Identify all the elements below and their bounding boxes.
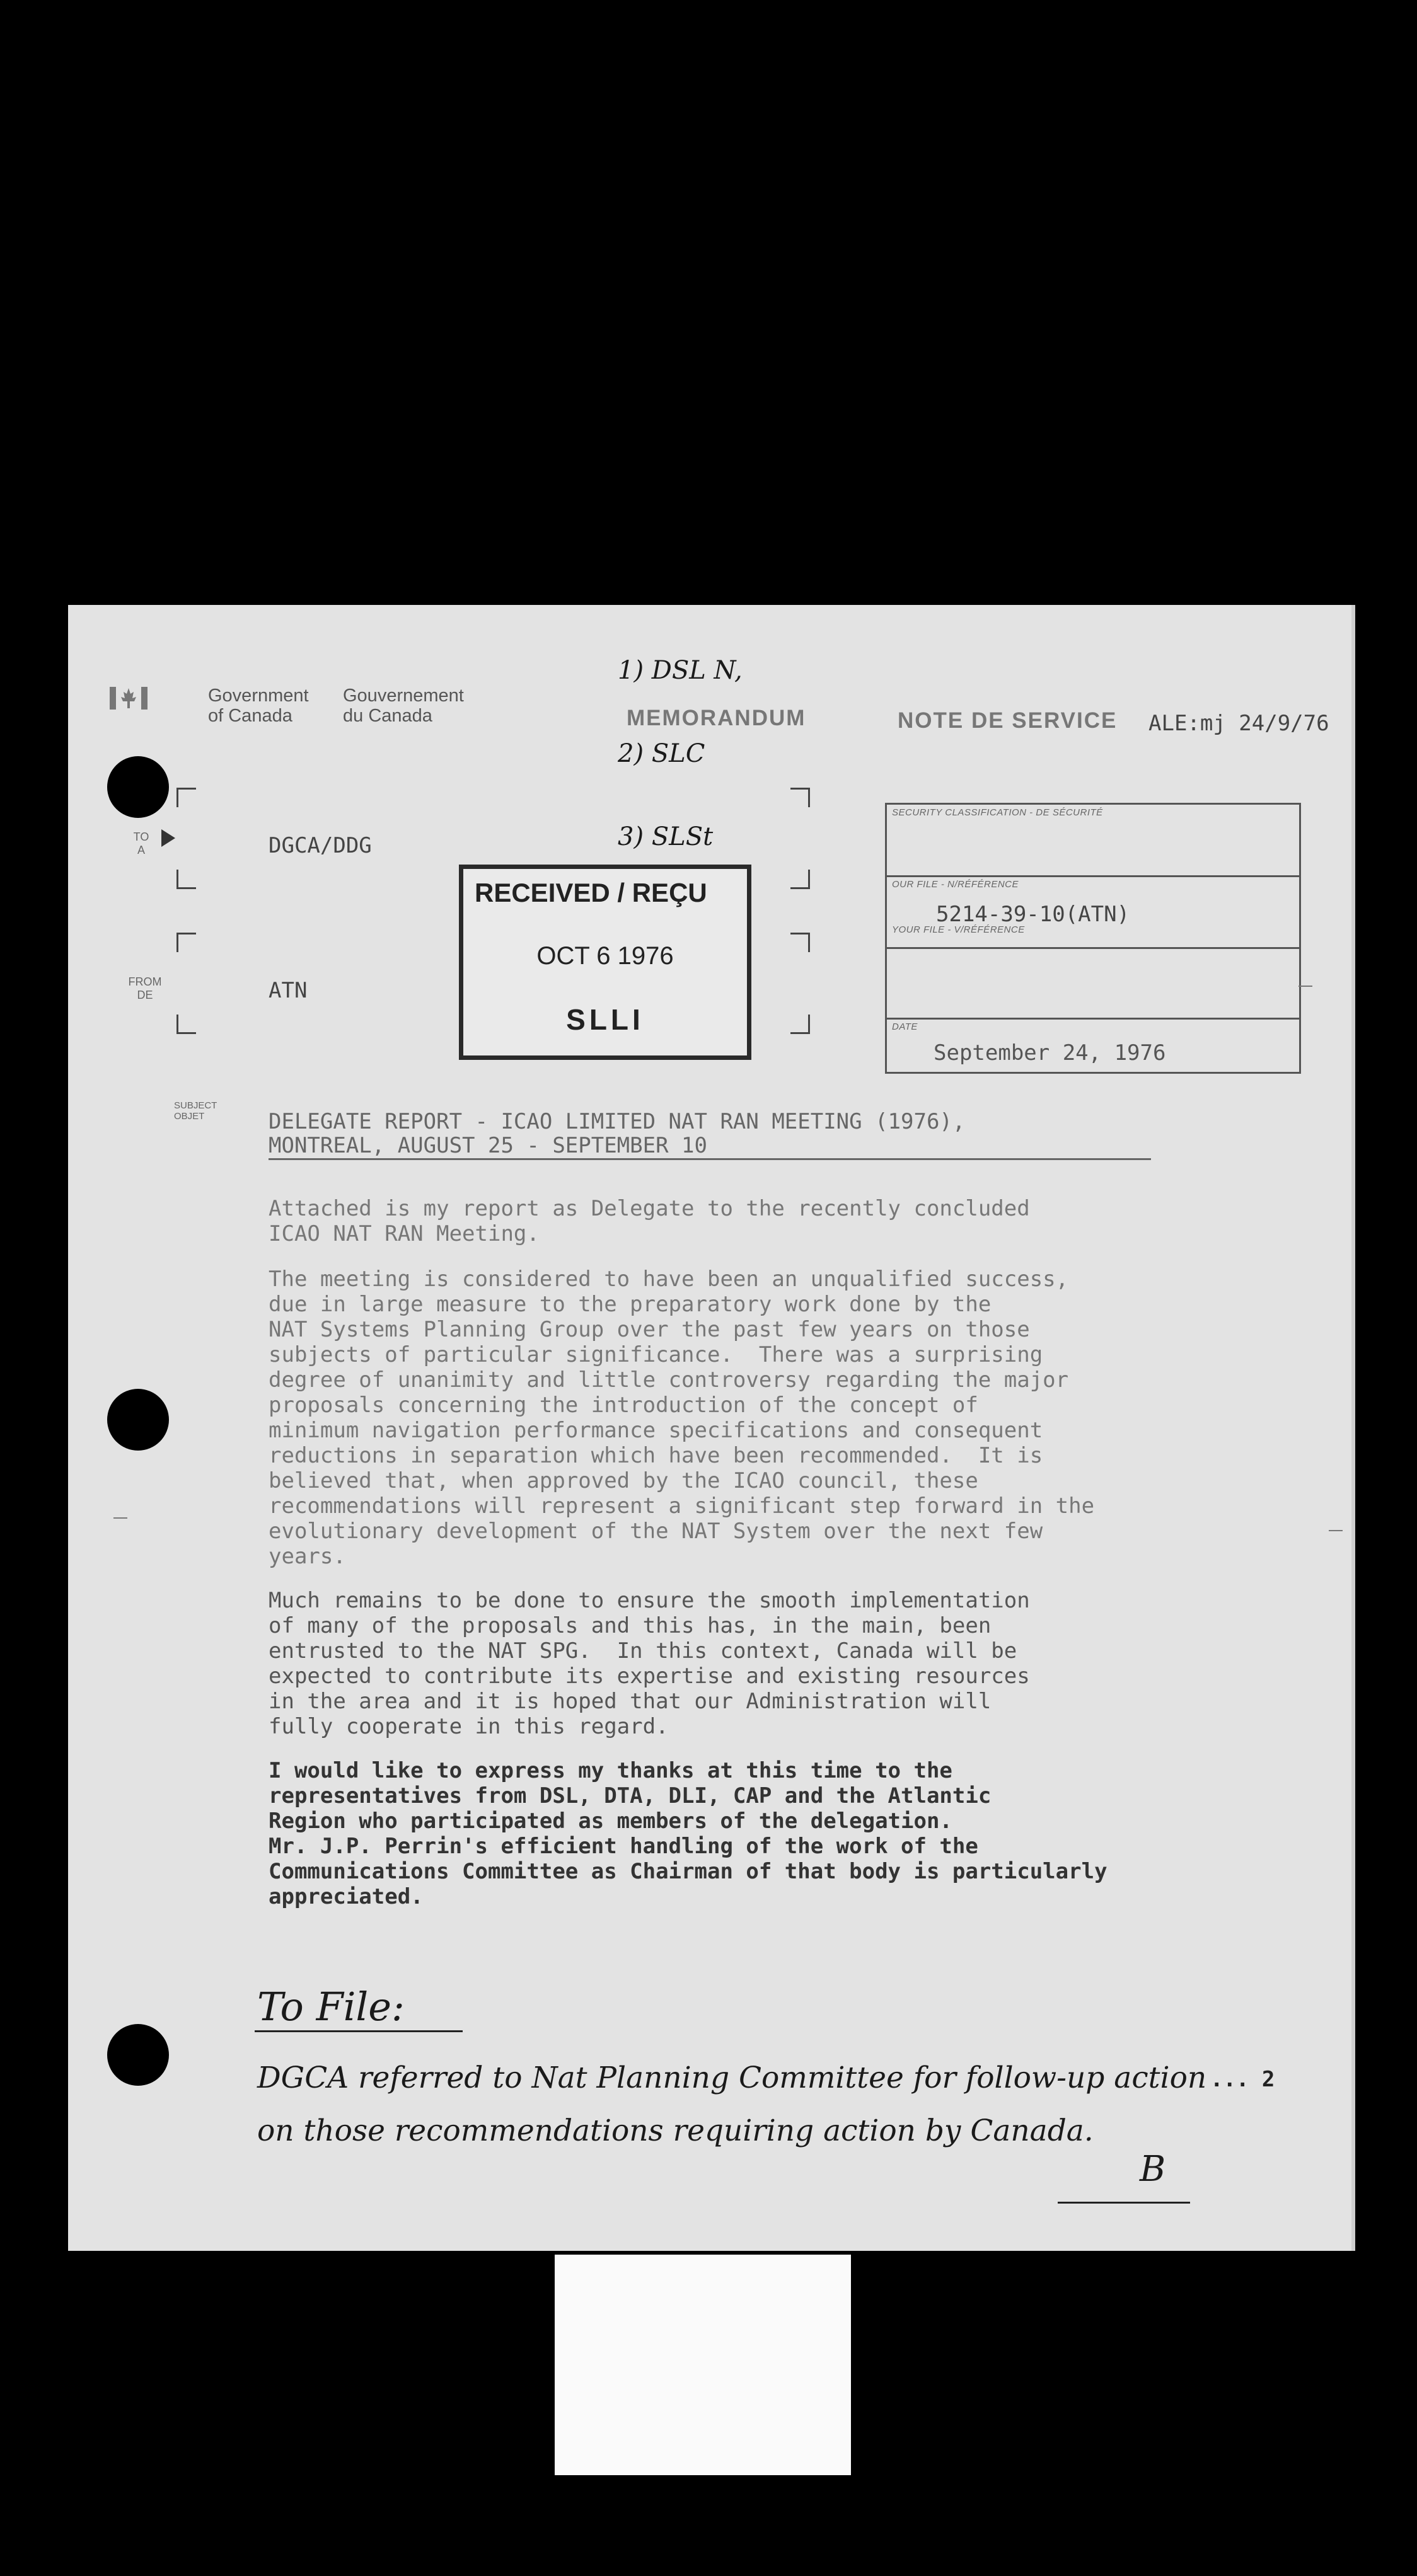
field-bracket (176, 1015, 196, 1034)
initial-underline (1058, 2202, 1190, 2204)
field-bracket (790, 788, 810, 807)
reference-initials: ALE:mj 24/9/76 (1148, 711, 1329, 736)
field-bracket (176, 870, 196, 889)
received-stamp (459, 865, 751, 1060)
handwritten-initial: B (1140, 2149, 1166, 2190)
from-label: FROM DE (128, 975, 162, 1001)
from-value: ATN (269, 978, 308, 1003)
handwritten-line-2: on those recommendations requiring action by Canada. (257, 2113, 1094, 2148)
subject-underline (269, 1158, 1151, 1160)
to-label: TO A (133, 831, 149, 856)
gov-name-en: Government of Canada (208, 686, 309, 726)
punch-hole (107, 1389, 169, 1451)
gov-name-fr: Gouvernement du Canada (343, 686, 464, 726)
field-bracket (176, 788, 196, 807)
stamp-office: SLLI (566, 1003, 644, 1036)
note-de-service-title: NOTE DE SERVICE (898, 708, 1118, 733)
our-file-label: OUR FILE - N/RÉFÉRENCE (892, 879, 1019, 890)
body-paragraph-1: Attached is my report as Delegate to the recently concluded ICAO NAT RAN Meeting. (269, 1196, 1030, 1246)
punch-hole (107, 2024, 169, 2086)
body-paragraph-2: The meeting is considered to have been an unqualified success, due in large measure to the preparatory work done by the NAT Systems Planning Group over the past few years on those subjects of particular significance. There was a surprising degree of unanimity and little controversy regarding the major proposals concerning the introduction of the concept of minimum navigation performance specifications and consequent reductions in separation which have been recommended. It is believed that, when approved by the ICAO council, these recommendations will represent a significant step forward in the evolutionary development of the NAT System over the next few years. (269, 1267, 1095, 1569)
routing-line: 2) SLC (618, 739, 705, 768)
security-label: SECURITY CLASSIFICATION - DE SÉCURITÉ (892, 807, 1103, 818)
subject-line-2: MONTREAL, AUGUST 25 - SEPTEMBER 10 (269, 1133, 707, 1160)
heading-underline (255, 2030, 463, 2032)
memo-page (68, 605, 1355, 2251)
field-bracket (176, 933, 196, 952)
date-label: DATE (892, 1021, 918, 1032)
memorandum-title: MEMORANDUM (627, 706, 806, 730)
field-bracket (790, 1015, 810, 1034)
field-bracket (790, 870, 810, 889)
margin-tick (1329, 1530, 1343, 1531)
routing-line: 3) SLSt (618, 822, 714, 851)
page-continuation-marker: ... 2 (1210, 2067, 1275, 2092)
margin-tick (113, 1517, 127, 1519)
body-paragraph-3: Much remains to be done to ensure the smooth implementation of many of the proposals and this has, in the main, been entrusted to the NAT SPG. In this context, Canada will be expected to contribute its expertise and existing resources in the area and it is hoped that our Administration will fully cooperate in this regard. (269, 1588, 1030, 1739)
to-value: DGCA/DDG (269, 833, 372, 858)
archive-card (555, 2255, 851, 2475)
date-value: September 24, 1976 (934, 1040, 1166, 1066)
routing-line: 1) DSL N, (618, 656, 743, 685)
field-bracket (790, 933, 810, 952)
handwritten-routing (618, 601, 743, 906)
body-paragraph-4: I would like to express my thanks at this time to the representatives from DSL, DTA, DLI, CAP and the Atlantic Region who participated as members of the delegation. Mr. J.P. Perrin's efficient handling of the work of the Communications Committee as Chairman of that body is particularly appreciated. (269, 1758, 1108, 1909)
handwritten-line-1: DGCA referred to Nat Planning Committee for follow-up action (257, 2061, 1207, 2095)
margin-tick (1298, 986, 1312, 987)
our-file-value: 5214-39-10(ATN) (936, 902, 1130, 927)
punch-hole (107, 756, 169, 818)
subject-line-1: DELEGATE REPORT - ICAO LIMITED NAT RAN MEETING (1976), (269, 1109, 966, 1134)
stamp-title: RECEIVED / REÇU (475, 878, 707, 907)
stamp-date: OCT 6 1976 (536, 942, 674, 970)
subject-label: SUBJECT OBJET (174, 1100, 217, 1122)
arrow-icon (161, 829, 175, 847)
handwritten-heading: To File: (257, 1984, 405, 2030)
your-file-label: YOUR FILE - V/RÉFÉRENCE (892, 924, 1025, 935)
canada-flag-icon (110, 686, 147, 711)
reference-fields (885, 803, 1301, 1074)
